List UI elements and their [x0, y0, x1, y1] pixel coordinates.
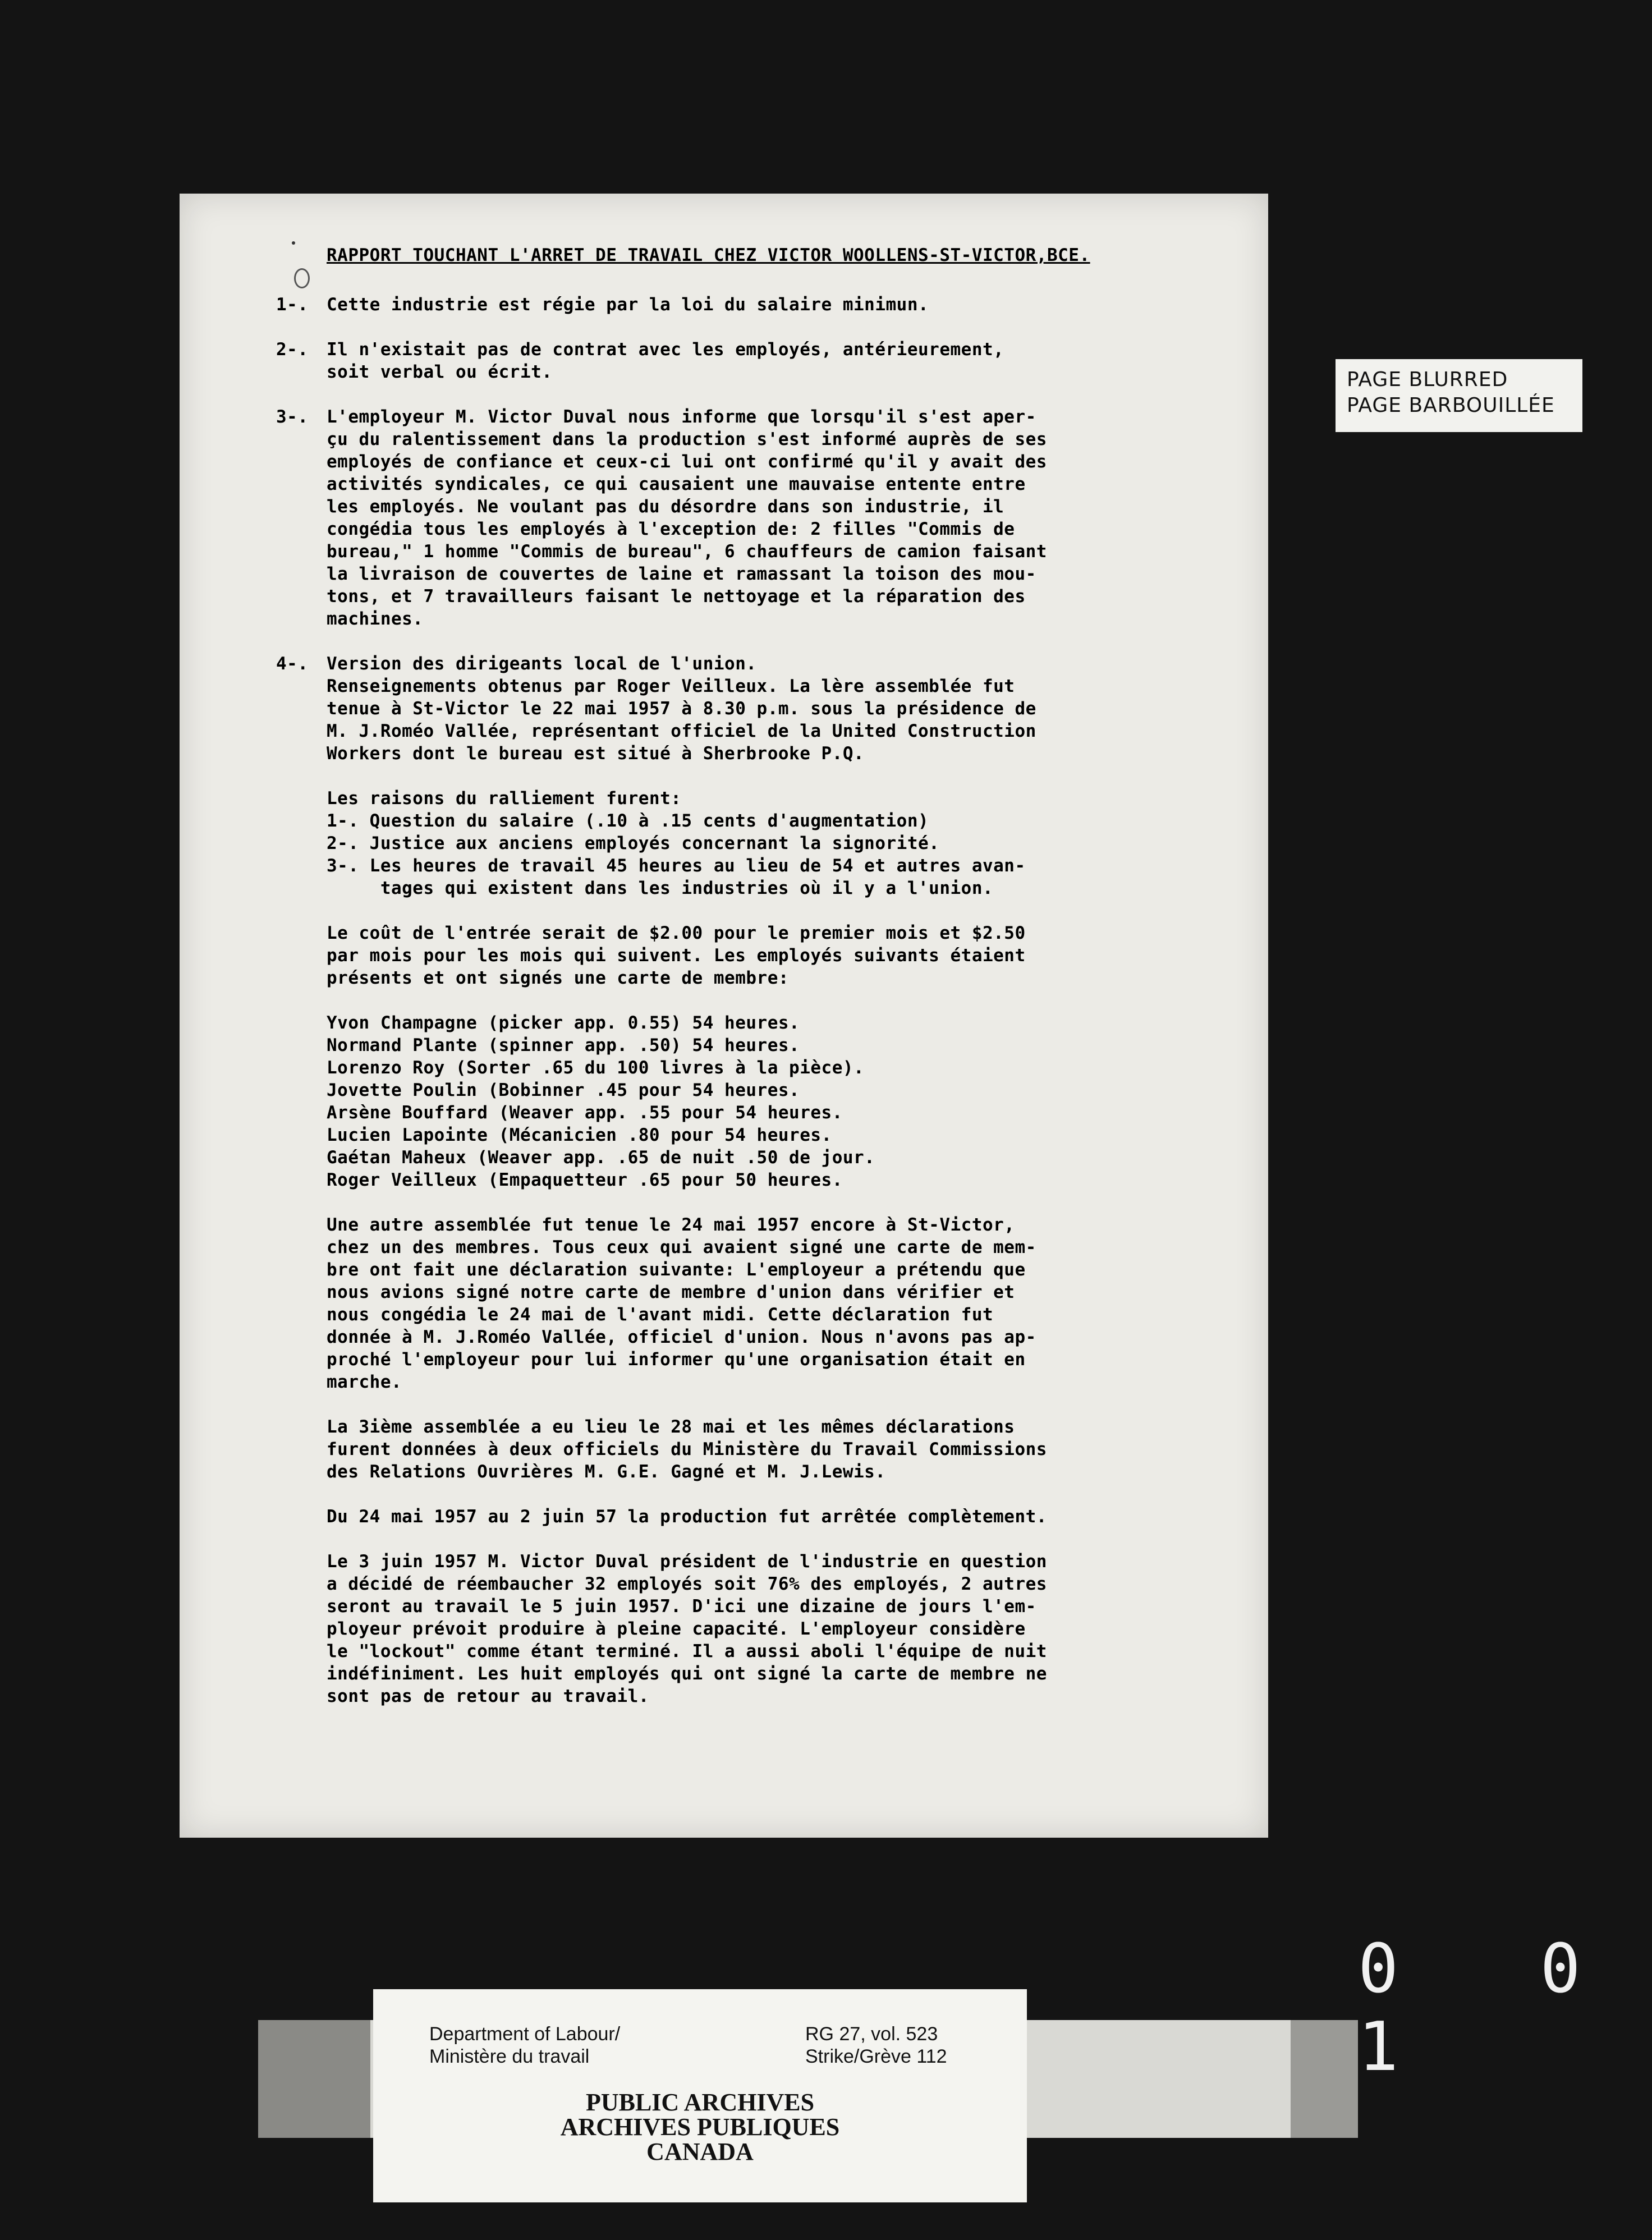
text-line: le "lockout" comme étant terminé. Il a aussi aboli l'équipe de nuit: [327, 1641, 1047, 1661]
text-line: Il n'existait pas de contrat avec les employés, antérieurement,: [327, 339, 1004, 360]
strike-number: Strike/Grève 112: [805, 2046, 947, 2067]
text-line: Une autre assemblée fut tenue le 24 mai 1957 encore à St-Victor,: [327, 1215, 1015, 1235]
member-entry: Jovette Poulin (Bobinner .45 pour 54 heures.: [327, 1080, 800, 1100]
text-line: Le 3 juin 1957 M. Victor Duval président de l'industrie en question: [327, 1552, 1047, 1572]
text-line: bureau," 1 homme "Commis de bureau", 6 chauffeurs de camion faisant: [327, 541, 1047, 562]
item-2: [276, 338, 1230, 383]
frame-number: 0 0 1: [1358, 1930, 1631, 2086]
text-line: çu du ralentissement dans la production s'est informé auprès de ses: [327, 429, 1047, 449]
union-version: [327, 653, 1230, 765]
record-group: RG 27, vol. 523: [805, 2023, 938, 2045]
text-line: Workers dont le bureau est situé à Sherbrooke P.Q.: [327, 743, 865, 764]
text-line: soit verbal ou écrit.: [327, 362, 553, 382]
department-label: [429, 2023, 620, 2068]
text-line: les employés. Ne voulant pas du désordre dans son industrie, il: [327, 497, 1004, 517]
text-line: chez un des membres. Tous ceux qui avaient signé une carte de mem-: [327, 1237, 1036, 1257]
second-meeting: [327, 1214, 1230, 1393]
text-line: donnée à M. J.Roméo Vallée, officiel d'union. Nous n'avons pas ap-: [327, 1327, 1036, 1347]
stamp-line-fr: PAGE BARBOUILLÉE: [1347, 394, 1555, 417]
text-line: tenue à St-Victor le 22 mai 1957 à 8.30 p.m. sous la présidence de: [327, 699, 1036, 719]
rehire-paragraph: [327, 1550, 1230, 1707]
text-line: bre ont fait une déclaration suivante: L'employeur a prétendu que: [327, 1260, 1026, 1280]
text-line: indéfiniment. Les huit employés qui ont signé la carte de membre ne: [327, 1664, 1047, 1684]
text-line: Du 24 mai 1957 au 2 juin 57 la production fut arrêtée complètement.: [327, 1507, 1047, 1527]
page-blurred-stamp: [1336, 359, 1582, 432]
member-list: [327, 1012, 1230, 1191]
member-entry: Roger Veilleux (Empaquetteur .65 pour 50 heures.: [327, 1170, 843, 1190]
text-line: des Relations Ouvrières M. G.E. Gagné et M. J.Lewis.: [327, 1462, 886, 1482]
member-entry: Yvon Champagne (picker app. 0.55) 54 heures.: [327, 1013, 800, 1033]
reason-line: 1-. Question du salaire (.10 à .15 cents d'augmentation): [327, 811, 929, 831]
member-entry: Lucien Lapointe (Mécanicien .80 pour 54 heures.: [327, 1125, 832, 1145]
item-number: 2-.: [276, 339, 309, 360]
text-line: nous congédia le 24 mai de l'avant midi. Cette déclaration fut: [327, 1305, 994, 1325]
reasons-heading: Les raisons du ralliement furent:: [327, 788, 682, 809]
text-line: furent données à deux officiels du Ministère du Travail Commissions: [327, 1439, 1047, 1459]
member-entry: Gaétan Maheux (Weaver app. .65 de nuit .50 de jour.: [327, 1147, 875, 1168]
text-line: nous avions signé notre carte de membre d'union dans vérifier et: [327, 1282, 1015, 1302]
text-line: L'employeur M. Victor Duval nous informe que lorsqu'il s'est aper-: [327, 407, 1036, 427]
item-1: [276, 293, 1230, 316]
item-4: [276, 653, 1230, 1707]
department-fr: Ministère du travail: [429, 2046, 590, 2067]
text-line: par mois pour les mois qui suivent. Les employés suivants étaient: [327, 945, 1026, 966]
public-archives-country: CANADA: [646, 2138, 754, 2165]
document-body: [276, 244, 1230, 1730]
item-number: 3-.: [276, 407, 309, 427]
department-en: Department of Labour/: [429, 2023, 621, 2045]
document-title: RAPPORT TOUCHANT L'ARRET DE TRAVAIL CHEZ VICTOR WOOLLENS-ST-VICTOR,BCE.: [327, 245, 1090, 265]
stamp-line-en: PAGE BLURRED: [1347, 368, 1508, 391]
text-line: marche.: [327, 1372, 402, 1392]
text-line: a décidé de réembaucher 32 employés soit 76% des employés, 2 autres: [327, 1574, 1047, 1594]
member-entry: Normand Plante (spinner app. .50) 54 heures.: [327, 1035, 800, 1055]
text-line: la livraison de couvertes de laine et ramassant la toison des mou-: [327, 564, 1036, 584]
member-entry: Lorenzo Roy (Sorter .65 du 100 livres à la pièce).: [327, 1058, 865, 1078]
public-archives-fr: ARCHIVES PUBLIQUES: [560, 2113, 840, 2141]
production-stoppage: [327, 1505, 1230, 1528]
text-line: employés de confiance et ceux-ci lui ont confirmé qu'il y avait des: [327, 452, 1047, 472]
third-meeting: [327, 1416, 1230, 1483]
text-line: machines.: [327, 609, 424, 629]
strip-shade: [1291, 2020, 1358, 2138]
text-line: Le coût de l'entrée serait de $2.00 pour le premier mois et $2.50: [327, 923, 1026, 943]
reason-line: 3-. Les heures de travail 45 heures au lieu de 54 et autres avan-: [327, 856, 1026, 876]
text-line: tons, et 7 travailleurs faisant le nettoyage et la réparation des: [327, 586, 1026, 607]
item-number: 4-.: [276, 654, 309, 674]
public-archives-mark: [373, 2090, 1027, 2164]
text-line: Renseignements obtenus par Roger Veilleux. La lère assemblée fut: [327, 676, 1015, 696]
text-line: congédia tous les employés à l'exception de: 2 filles "Commis de: [327, 519, 1015, 539]
reason-line: 2-. Justice aux anciens employés concernant la signorité.: [327, 833, 940, 853]
text-line: M. J.Roméo Vallée, représentant officiel de la United Construction: [327, 721, 1036, 741]
text-line: proché l'employeur pour lui informer qu'une organisation était en: [327, 1349, 1026, 1370]
membership-cost: [327, 922, 1230, 989]
text-line: Cette industrie est régie par la loi du salaire minimun.: [327, 295, 929, 315]
text-line: Version des dirigeants local de l'union.: [327, 654, 757, 674]
text-line: seront au travail le 5 juin 1957. D'ici une dizaine de jours l'em-: [327, 1596, 1036, 1617]
text-line: La 3ième assemblée a eu lieu le 28 mai et les mêmes déclarations: [327, 1417, 1015, 1437]
reason-line: tages qui existent dans les industries où il y a l'union.: [327, 878, 994, 898]
member-entry: Arsène Bouffard (Weaver app. .55 pour 54 heures.: [327, 1103, 843, 1123]
public-archives-en: PUBLIC ARCHIVES: [585, 2088, 815, 2116]
text-line: activités syndicales, ce qui causaient une mauvaise entente entre: [327, 474, 1026, 494]
reference-label: [805, 2023, 947, 2068]
item-number: 1-.: [276, 295, 309, 315]
text-line: sont pas de retour au travail.: [327, 1686, 649, 1706]
text-line: présents et ont signés une carte de membre:: [327, 968, 790, 988]
rally-reasons: [327, 787, 1230, 899]
archive-label: [373, 1989, 1027, 2202]
strip-shade: [258, 2020, 370, 2138]
item-3: [276, 406, 1230, 630]
text-line: ployeur prévoit produire à pleine capacité. L'employeur considère: [327, 1619, 1026, 1639]
